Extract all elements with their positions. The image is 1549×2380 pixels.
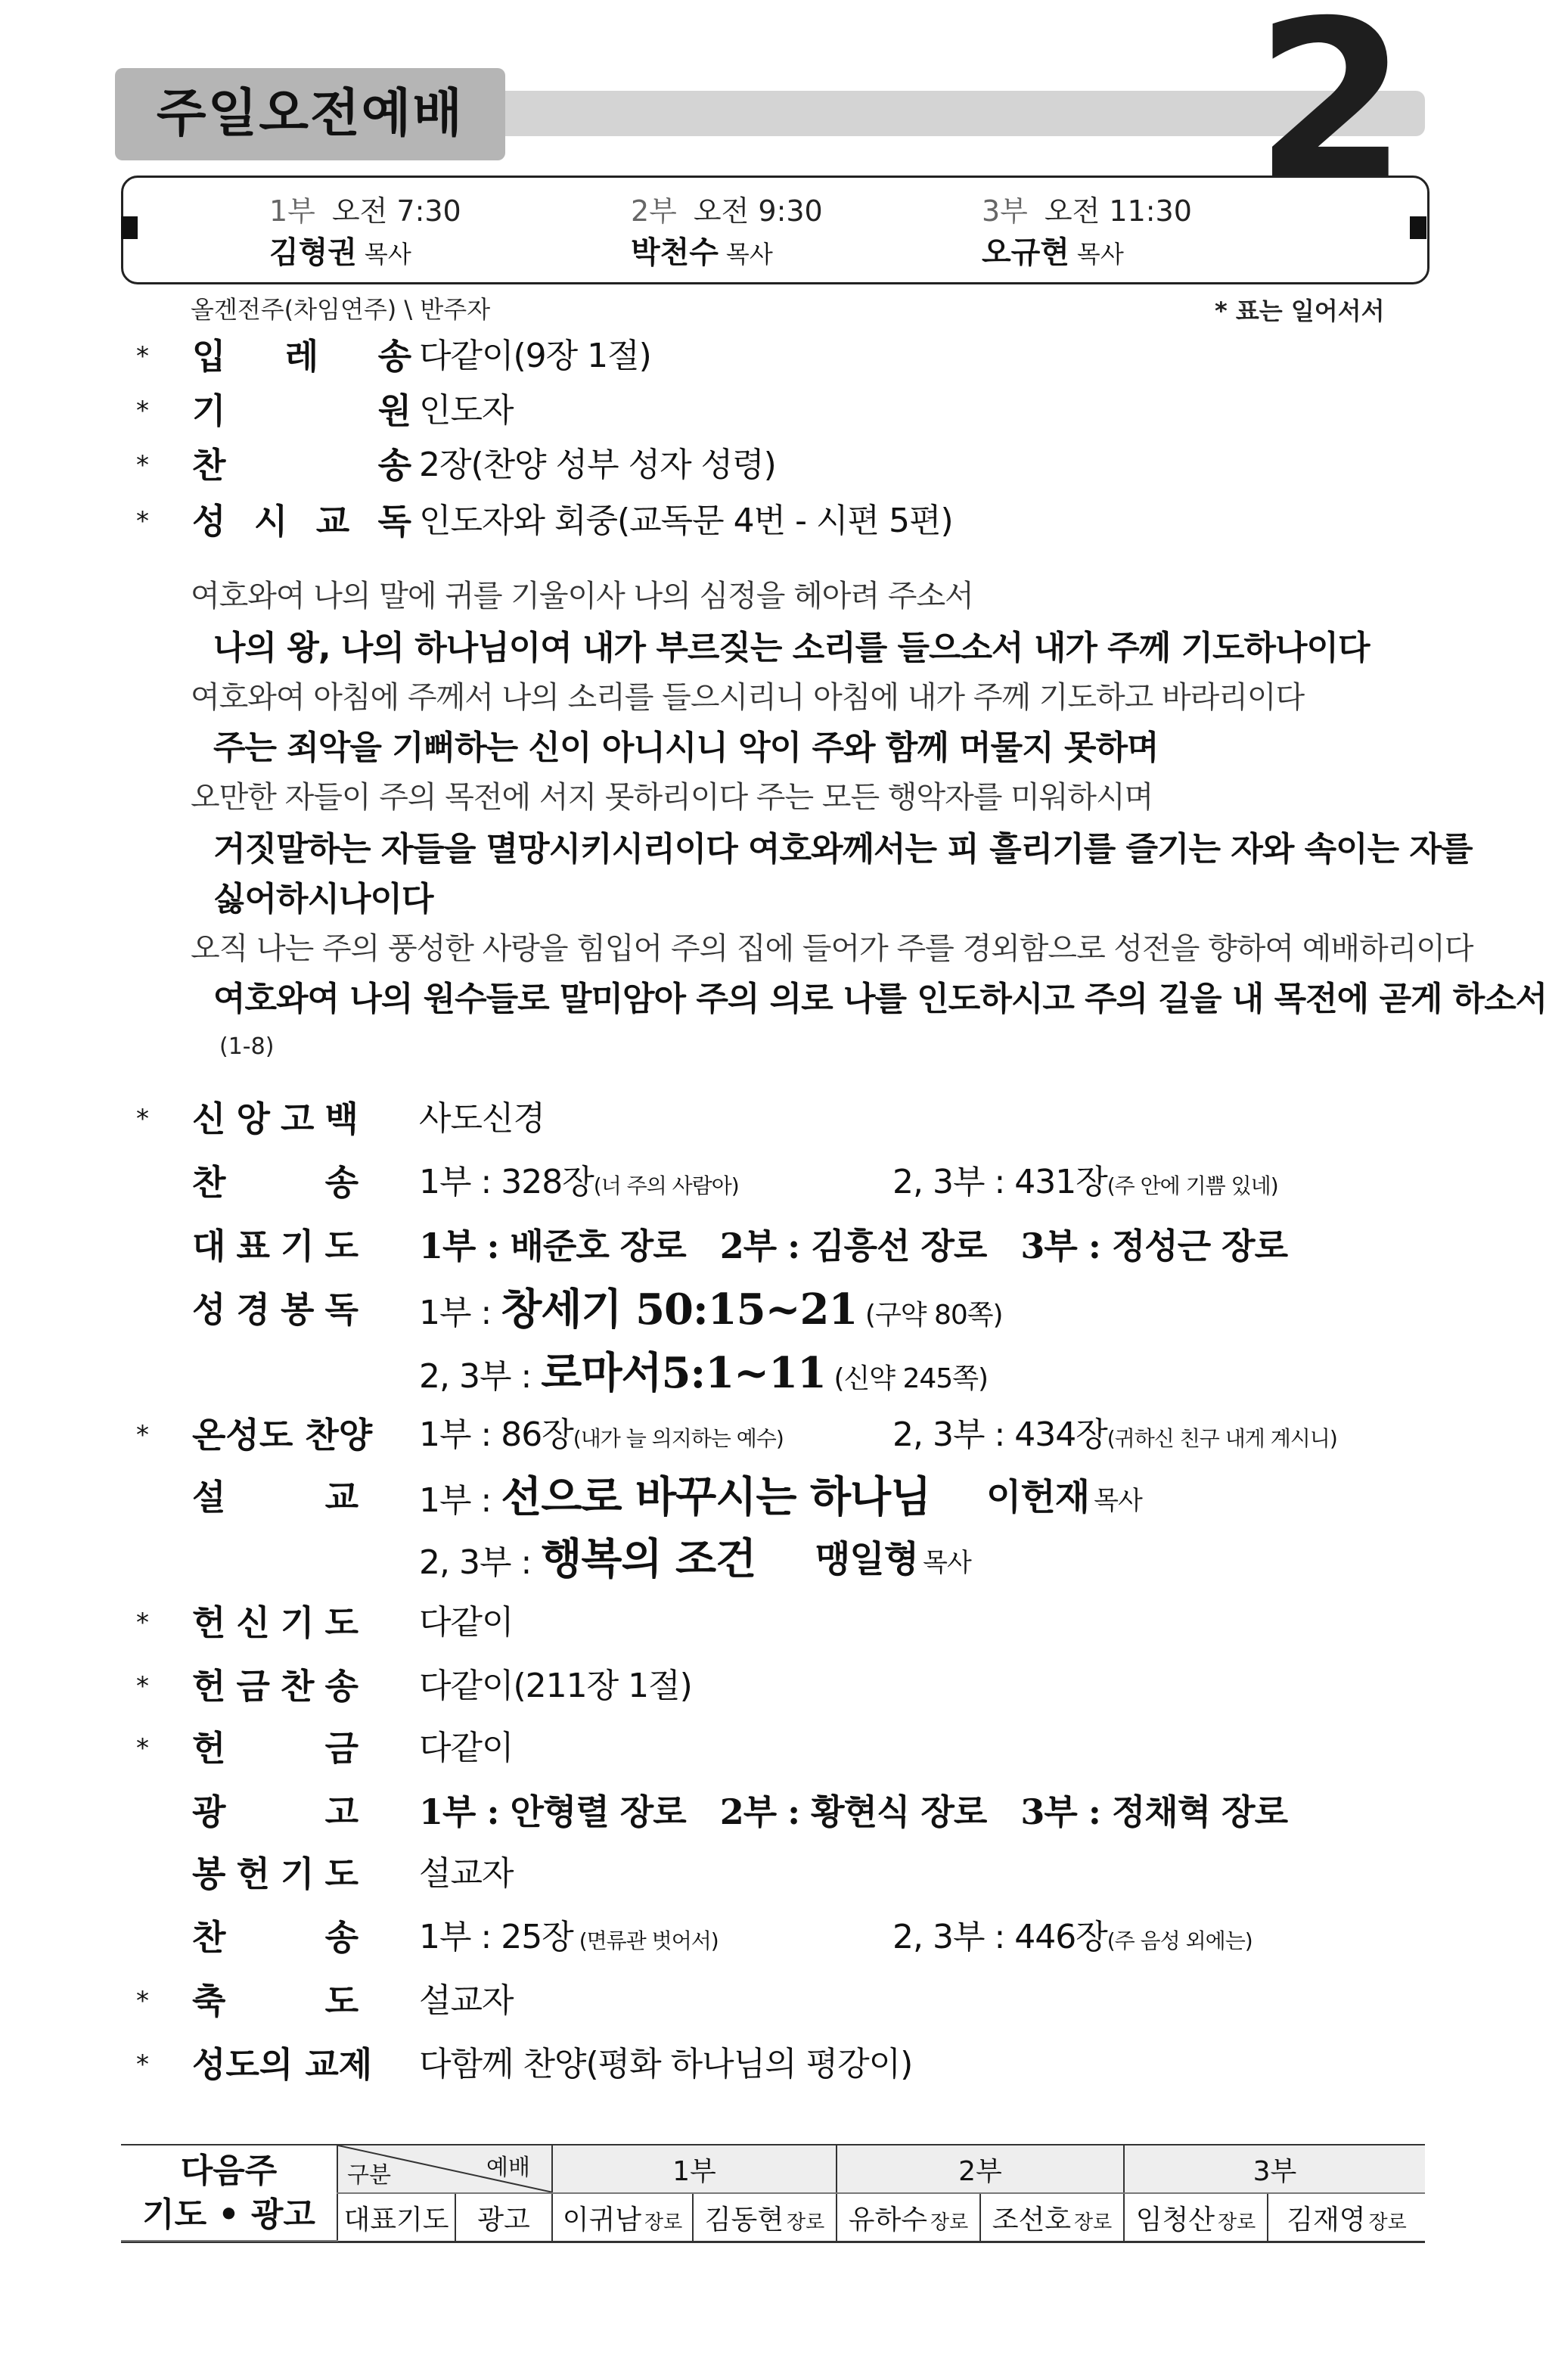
psalm-leader-line: 여호와여 아침에 주께서 나의 소리를 들으시리니 아침에 내가 주께 기도하고 바라리이다 xyxy=(191,680,1305,715)
order-row-scripture-reading: 성 경 봉 독 1부 : 창세기 50:15~21 (구약 80쪽) xyxy=(192,1285,1003,1334)
table-cell: 김재영 장로 xyxy=(1268,2193,1425,2241)
table-cell: 김동현 장로 xyxy=(693,2193,837,2241)
order-row-scripture-reading-2: 2, 3부 : 로마서5:1~11 (신약 245쪽) xyxy=(419,1348,989,1398)
order-row-offering: * 헌 금 다같이 xyxy=(136,1728,514,1769)
order-row-offertory-prayer: 봉 헌 기 도 설교자 xyxy=(192,1853,514,1894)
next-week-label: 다음주 기도 • 광고 xyxy=(121,2145,337,2241)
order-row-creed: * 신 앙 고 백 사도신경 xyxy=(136,1098,545,1139)
next-week-table xyxy=(121,2145,1425,2242)
psalm-people-line: 나의 왕, 나의 하나님이여 내가 부르짖는 소리를 들으소서 내가 주께 기도하나이다 xyxy=(213,629,1370,667)
service-3-time: 3부 오전 11:30 xyxy=(982,194,1192,228)
stand-note: * 표는 일어서서 xyxy=(1215,297,1385,325)
page-number: 2 xyxy=(1255,0,1408,229)
order-row-representative-prayer: 대 표 기 도 1부 : 배준호 장로 2부 : 김흥선 장로 3부 : 정성근 장로 xyxy=(192,1226,1288,1266)
order-row-psalter: * 성 시 교 독 인도자와 회중(교독문 4번 - 시편 5편) xyxy=(136,501,953,542)
role-announce: 광고 xyxy=(455,2193,552,2241)
order-row-offering-hymn: * 헌 금 찬 송 다같이(211장 1절) xyxy=(136,1666,692,1707)
header-part-1: 1부 xyxy=(552,2145,837,2193)
service-2-time: 2부 오전 9:30 xyxy=(631,194,823,228)
psalm-leader-line: 오직 나는 주의 풍성한 사랑을 힘입어 주의 집에 들어가 주를 경외함으로 성전을 향하여 예배하리이다 xyxy=(191,931,1473,966)
order-row-sermon-2: 2, 3부 : 행복의 조건 맹일형 목사 xyxy=(419,1534,971,1584)
psalm-leader-line: 여호와여 나의 말에 귀를 기울이사 나의 심정을 헤아려 주소서 xyxy=(191,579,973,614)
order-row-introit: * 입 레 송 다같이(9장 1절) xyxy=(136,336,651,377)
order-row-congregational-praise: * 온성도 찬양 1부 : 86장(내가 늘 의지하는 예수) 2, 3부 : 434장(귀하신 친구 내게 계시니) xyxy=(136,1415,1337,1456)
table-cell: 이귀남 장로 xyxy=(552,2193,693,2241)
header-part-2: 2부 xyxy=(837,2145,1124,2193)
psalm-people-line: 싫어하시나이다 xyxy=(213,880,433,918)
order-row-dedication-prayer: * 헌 신 기 도 다같이 xyxy=(136,1602,514,1643)
service-1-time: 1부 오전 7:30 xyxy=(269,194,461,228)
order-row-hymn: * 찬 송 2장(찬양 성부 성자 성령) xyxy=(136,445,776,486)
table-cell: 유하수 장로 xyxy=(837,2193,980,2241)
table-corner-cell: 예배 구분 xyxy=(337,2145,552,2193)
order-row-benediction: * 축 도 설교자 xyxy=(136,1981,514,2021)
order-row-hymn-2: 찬 송 1부 : 328장(너 주의 사람아) 2, 3부 : 431장(주 안에 기쁨 있네) xyxy=(192,1162,1278,1203)
table-header-row xyxy=(121,2145,1425,2193)
order-row-sermon: 설 교 1부 : 선으로 바꾸시는 하나님 이헌재 목사 xyxy=(192,1472,1142,1522)
psalm-people-line: 주는 죄악을 기뻐하는 신이 아니시니 악이 주와 함께 머물지 못하며 xyxy=(213,729,1159,767)
order-row-hymn-3: 찬 송 1부 : 25장 (면류관 벗어서) 2, 3부 : 446장(주 음성 외에는) xyxy=(192,1917,1253,1958)
table-cell: 조선호 장로 xyxy=(980,2193,1124,2241)
page-title: 주일오전예배 xyxy=(156,84,464,144)
psalm-reference: (1-8) xyxy=(219,1033,275,1060)
box-left-tick xyxy=(121,216,138,239)
order-row-invocation: * 기 원 인도자 xyxy=(136,390,514,431)
table-cell: 임청산 장로 xyxy=(1124,2193,1268,2241)
psalm-leader-line: 오만한 자들이 주의 목전에 서지 못하리이다 주는 모든 행악자를 미워하시며 xyxy=(191,780,1153,815)
order-row-fellowship: * 성도의 교제 다함께 찬양(평화 하나님의 평강이) xyxy=(136,2044,913,2085)
service-1-pastor: 김형권 목사 xyxy=(269,235,411,270)
organist-note: 올겐전주(차임연주) \ 반주자 xyxy=(191,295,491,324)
psalm-people-line: 거짓말하는 자들을 멸망시키시리이다 여호와께서는 피 흘리기를 즐기는 자와 속이는 자를 xyxy=(213,830,1473,868)
role-prayer: 대표기도 xyxy=(337,2193,455,2241)
service-3-pastor: 오규현 목사 xyxy=(982,235,1124,270)
order-row-announcements: 광 고 1부 : 안형렬 장로 2부 : 황현식 장로 3부 : 정채혁 장로 xyxy=(192,1791,1288,1832)
header-part-3: 3부 xyxy=(1124,2145,1425,2193)
service-2-pastor: 박천수 목사 xyxy=(631,235,773,270)
psalm-people-line: 여호와여 나의 원수들로 말미암아 주의 의로 나를 인도하시고 주의 길을 내 목전에 곧게 하소서 xyxy=(213,980,1547,1018)
box-right-tick xyxy=(1410,216,1426,239)
